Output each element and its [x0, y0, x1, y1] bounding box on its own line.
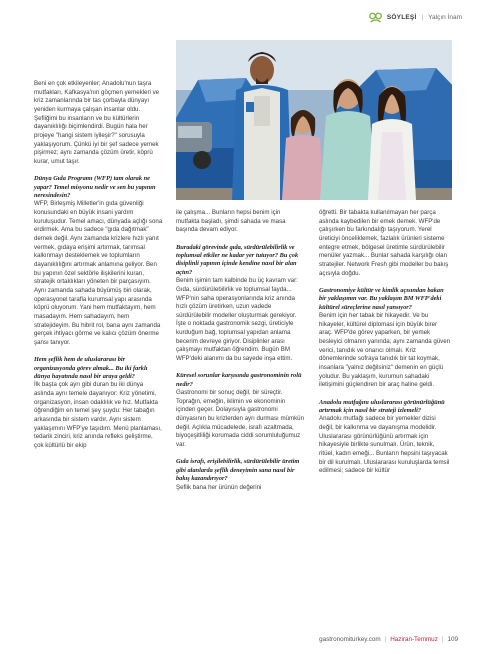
question: Gıda israfı, erişilebilirlik, sürdürülebilir üretim gibi alanlarda şeflik deneyimin sana nasıl bir bakış kazandırıyor? — [176, 458, 300, 483]
issue-month: Haziran-Temmuz — [390, 636, 438, 643]
body-paragraph: öğretti. Bir tabakta kullanılmayan her parça aslında kaybedilen bir emek demek. WFP'de çalışırken bu farkındalığı taşıyorum. Yerel üreticiyi önceliklemek, fazlalık ürünleri sisteme entegre etmek, bölgesel üretimle sürdürülebilir menüler yazmak... Bunlar sahada karşılığı olan stratejiler. Network Fresh gibi modeller bu bakış açısıyla doğdu. — [319, 209, 449, 277]
answer: Benim için her tabak bir hikayedir. Ve bu hikayeler, kültürel diplomasi için büyük birer araç. WFP'de görev yaparken, bir yemek besleyici olmanın yanında; aynı zamanda güven verici, tanıdık ve onarıcı olmalı. Kriz dönemlerinde sofraya tanıdık bir tat koymak, insanlara "yalnız değilsiniz" demenin en güçlü yoludur. Bu yaklaşım, kurumun sahadaki iletişimini güçlendiren bir araç haline geldi. — [319, 312, 451, 389]
author-name: Yalçın İnam — [428, 14, 462, 21]
question: Hem şeflik hem de uluslararası bir organizasyonda görev almak... Bu iki farklı dünya hayatında nasıl bir araya geldi? — [34, 356, 148, 380]
answer: İlk başta çok ayrı gibi duran bu iki dünya aslında aynı temele dayanıyor: Kriz yönetimi, organizasyon, insan odaklılık ve hız. Mutfakta öğrendiğim en temel şey şuydu: Her tabağın arkasında bir sistem vardır. Aynı sistem yaklaşımını WFP'ye taşıdım. Menü planlaması, tedarik zinciri, kriz anında refleks geliştirme, çok kültürlü bir ekip — [34, 381, 162, 449]
answer: Şeflik bana her ürünün değerini — [176, 483, 262, 491]
page-footer — [319, 636, 458, 643]
header-separator: | — [421, 14, 424, 21]
column-2 — [176, 209, 304, 501]
footer-separator: | — [384, 636, 387, 643]
answer: Anadolu mutfağı sadece bir yemekler dizisi değil, bir kalkınma ve dayanışma modelidir. Uluslararası görünürlüğünü artırmak için hikayesiyle birlikte sunulmalı. Ürün, teknik, ritüel, kadın emeği... Bunların hepsini taşıyacak bir dil kurulmalı. Uluslararası kuruluşlarda temsil edilmesi; sadece bir kültür — [319, 415, 450, 475]
footer-separator: | — [441, 636, 444, 643]
intro-paragraph: Beni en çok etkileyenler; Anadolu'nun taşra mutfakları, Kafkasya'nın göçmen yemekleri ve kriz zamanlarında bir tas çorbayla dünyayı yeniden kurmaya çalışan insanlar oldu. Şefliğimi bu insanların ve bu kültürlerin dayanıklılığı biçimlendirdi. Bugün hala her projeye "hangi sistem iyileşir?" sorusuyla yaklaşıyorum. Çünkü iyi bir şef sadece yemek pişirmez; aynı zamanda çözüm üretir, köprü kurar, umut taşır. — [34, 80, 160, 165]
section-label: SÖYLEŞİ — [386, 14, 417, 21]
answer: Benim işimin tam kalbinde bu üç kavram var: Gıda, sürdürülebilirlik ve toplumsal fayda... WFP'nin saha operasyonlarında kriz anında hızlı çözüm üretirken, uzun vadede sürdürülebilir modeller oluşturmak gerekiyor. İşte o noktada gastronomik sezgi, üreticiyle kurduğum bağ, toplumsal yapıdan anlama becerim devreye giriyor. Disiplinler arası çalışmayı mutfaktan öğrendim. Bugün BM WFP'deki alanımı da bu sayede inşa ettim. — [176, 277, 298, 363]
column-1 — [34, 80, 164, 459]
footer-site: gastronomiturkey.com — [319, 636, 381, 643]
question: Buradaki görevinde gıda, sürdürülebilirlik ve toplumsal etkiler ne kadar yer tutuyor? Bu çok disiplinli yapının içinde kendine nasıl bir alan açtın? — [176, 243, 299, 276]
column-3 — [319, 209, 451, 485]
page-header — [369, 12, 462, 23]
photo-illustration — [176, 40, 452, 200]
question: Anadolu mutfağını uluslararası görünürlüğünü artırmak için nasıl bir strateji izlemeli? — [319, 398, 445, 414]
page-number: 109 — [447, 636, 458, 643]
interview-photo — [176, 40, 452, 200]
answer: WFP, Birleşmiş Milletler'in gıda güvenliği konusundaki en büyük insani yardım kuruluşudur. Temel amacı, dünyada açlığı sona erdirmek. Ama bu sadece "gıda dağıtmak" demek değil. Aynı zamanda krizlere hızlı yanıt vermek, gıdaya erişimi artırmak, tarımsal kalkınmayı desteklemek ve toplumların dayanıklılığını artırmak anlamına geliyor. Ben bu yapının özel sektörle ilişkilerini kuran, stratejik ortaklıkları yöneten bir parçasıyım. Aynı zamanda sahada büyümüş biri olarak, operasyonel tarafla kurumsal yapı arasında köprü oluyorum. Yani hem mutfaktayım, hem masadayım. Hem sahadayım, hem stratejideyim. Bu hibrit rol, bana aynı zamanda gerçek ihtiyacı görme ve kalıcı çözüm önerme şansı tanıyor. — [34, 200, 163, 346]
question: Dünya Gıda Programı (WFP) tam olarak ne yapar? Temel misyonu nedir ve sen bu yapının neresindesin? — [34, 175, 156, 199]
body-paragraph: ile çalışma... Bunların hepsi benim için mutfakta başladı, şimdi sahada ve masa başında devam ediyor. — [176, 209, 286, 234]
magazine-logo-icon — [369, 12, 382, 23]
answer: Gastronomi bir sonuç değil, bir süreçtir. Toprağın, emeğin, iklimin ve ekonominin içinden geçer. Dolayısıyla gastronomi dünyasının bu krizlerden ayrı durması mümkün değil. Açlıkla mücadelede, israfı azaltmada, biyoçeşitliliği korumada ciddi sorumluluğumuz var. — [176, 389, 304, 449]
question: Gastronomiye kültür ve kimlik açısından bakan bir yaklaşımın var. Bu yaklaşım BM WFP'deki kültürel süreçlerine nasıl yansıyor? — [319, 286, 444, 311]
question: Küresel sorunlar karşısında gastronominin rolü nedir? — [176, 372, 302, 388]
